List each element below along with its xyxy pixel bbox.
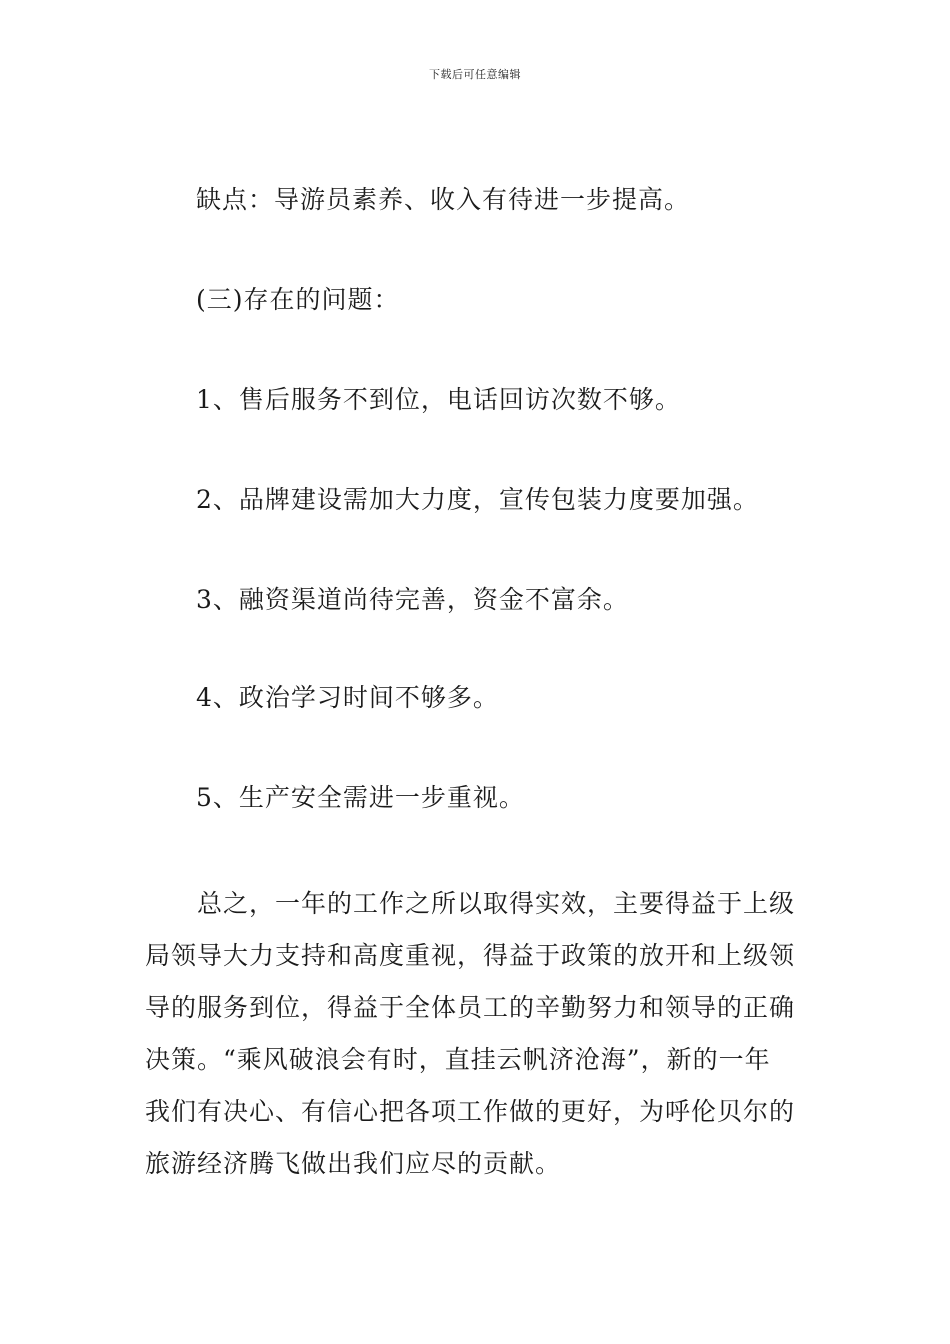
problem-item-4: 4、政治学习时间不够多。 — [196, 683, 499, 712]
shortcoming-paragraph: 缺点：导游员素养、收入有待进一步提高。 — [196, 185, 691, 214]
summary-line: 总之，一年的工作之所以取得实效，主要得益于上级 — [197, 889, 796, 918]
page-header: 下载后可任意编辑 — [429, 68, 521, 81]
section-title: (三)存在的问题： — [196, 285, 400, 314]
problem-item-2: 2、品牌建设需加大力度，宣传包装力度要加强。 — [196, 485, 759, 514]
problem-item-5: 5、生产安全需进一步重视。 — [196, 783, 525, 812]
summary-line: 导的服务到位，得益于全体员工的辛勤努力和领导的正确 — [145, 993, 796, 1022]
summary-line: 我们有决心、有信心把各项工作做的更好，为呼伦贝尔的 — [145, 1097, 796, 1126]
summary-line: 决策。“乘风破浪会有时，直挂云帆济沧海”，新的一年 — [145, 1045, 771, 1074]
problem-item-3: 3、融资渠道尚待完善，资金不富余。 — [196, 585, 629, 614]
problem-item-1: 1、售后服务不到位，电话回访次数不够。 — [196, 385, 681, 414]
summary-paragraph — [145, 878, 810, 1190]
summary-line: 局领导大力支持和高度重视，得益于政策的放开和上级领 — [145, 941, 796, 970]
summary-line: 旅游经济腾飞做出我们应尽的贡献。 — [145, 1149, 562, 1178]
